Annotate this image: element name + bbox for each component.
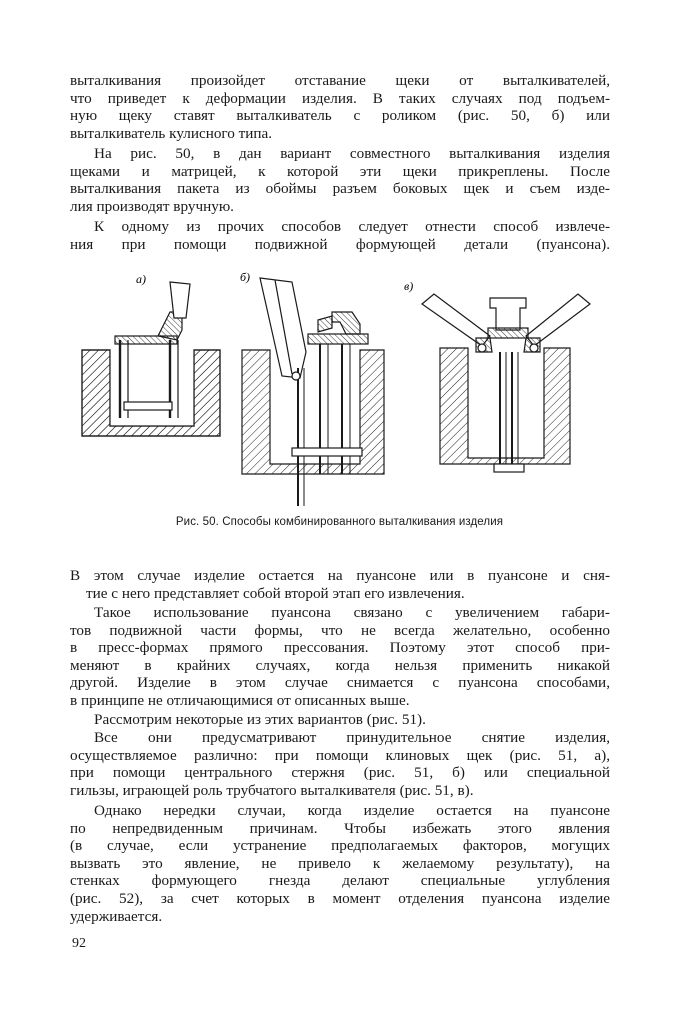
text-line: стенках формующего гнезда делают специальные углубления [70, 872, 610, 890]
diagram-a [82, 282, 220, 436]
text-line: Все они предусматривают принудительное снятие изделия, [94, 729, 610, 746]
paragraph-1 [70, 72, 610, 142]
text-line: (в случае, если устранение предполагаемых факторов, могущих [70, 837, 610, 855]
paragraph-4 [70, 567, 610, 602]
figure-label-c: в) [404, 279, 414, 293]
text-line: Рассмотрим некоторые из этих вариантов (рис. 51). [94, 711, 426, 728]
diagram-c [422, 294, 590, 472]
text-line: В этом случае изделие остается на пуансоне или в пуансоне и сня- [70, 567, 610, 584]
text-line: удерживается. [70, 907, 163, 925]
text-line: меняют в крайних случаях, когда нельзя применить никакой [70, 656, 610, 674]
text-line: в принципе не отличающимися от описанных выше. [70, 691, 410, 709]
text-line: ния при помощи подвижной формующей детали (пуансона). [70, 235, 610, 253]
text-line: ную щеку ставят выталкиватель с роликом (рис. 50, б) или [70, 107, 610, 125]
text-line: выталкивания произойдет отставание щеки от выталкивателей, [70, 72, 610, 89]
text-line: гильзы, играющей роль трубчатого выталкивателя (рис. 51, в). [70, 781, 474, 799]
text-line: Такое использование пуансона связано с увеличением габари- [94, 604, 610, 621]
text-line: вызвать это явление, не привело к желаемому результату), на [70, 854, 610, 872]
text-line: щеками и матрицей, к которой эти щеки прикреплены. После [70, 162, 610, 180]
text-line: Однако нередки случаи, когда изделие остается на пуансоне [94, 802, 610, 819]
text-line: по непредвиденным причинам. Чтобы избежать этого явления [70, 819, 610, 837]
text-line: лия производят вручную. [70, 197, 234, 215]
figure-label-b: б) [240, 270, 251, 284]
figure-50 [70, 268, 610, 518]
diagram-b [242, 278, 384, 506]
text-line: тие с него представляет собой второй этап его извлечения. [86, 584, 465, 602]
text-line: другой. Изделие в этом случае снимается с пуансона способами, [70, 674, 610, 692]
figure-50-drawing [70, 268, 610, 518]
text-line: что приведет к деформации изделия. В таких случаях под подъем- [70, 89, 610, 107]
figure-label-a: а) [136, 272, 146, 286]
paragraph-7 [70, 729, 610, 799]
text-line: при помощи центрального стержня (рис. 51, б) или специальной [70, 764, 610, 782]
paragraph-8 [70, 802, 610, 925]
paragraph-3 [70, 218, 610, 253]
text-line: (рис. 52), за счет которых в момент отделения пуансона изделие [70, 889, 610, 907]
text-line: На рис. 50, в дан вариант совместного выталкивания изделия [94, 145, 610, 162]
text-line: осуществляемое различно: при помощи клиновых щек (рис. 51, а), [70, 746, 610, 764]
text-line: выталкиватель кулисного типа. [70, 124, 273, 142]
text-line: выталкивания пакета из обоймы разъем боковых щек и съем изде- [70, 180, 610, 198]
page-number: 92 [72, 936, 86, 951]
text-line: в пресс-формах прямого прессования. Поэтому этот способ при- [70, 639, 610, 657]
paragraph-2 [70, 145, 610, 215]
text-line: тов подвижной части формы, что не всегда желательно, особенно [70, 621, 610, 639]
paragraph-6 [70, 711, 610, 729]
figure-caption: Рис. 50. Способы комбинированного выталкивания изделия [175, 516, 504, 528]
text-line: К одному из прочих способов следует отнести способ извлече- [94, 218, 610, 235]
paragraph-5 [70, 604, 610, 710]
